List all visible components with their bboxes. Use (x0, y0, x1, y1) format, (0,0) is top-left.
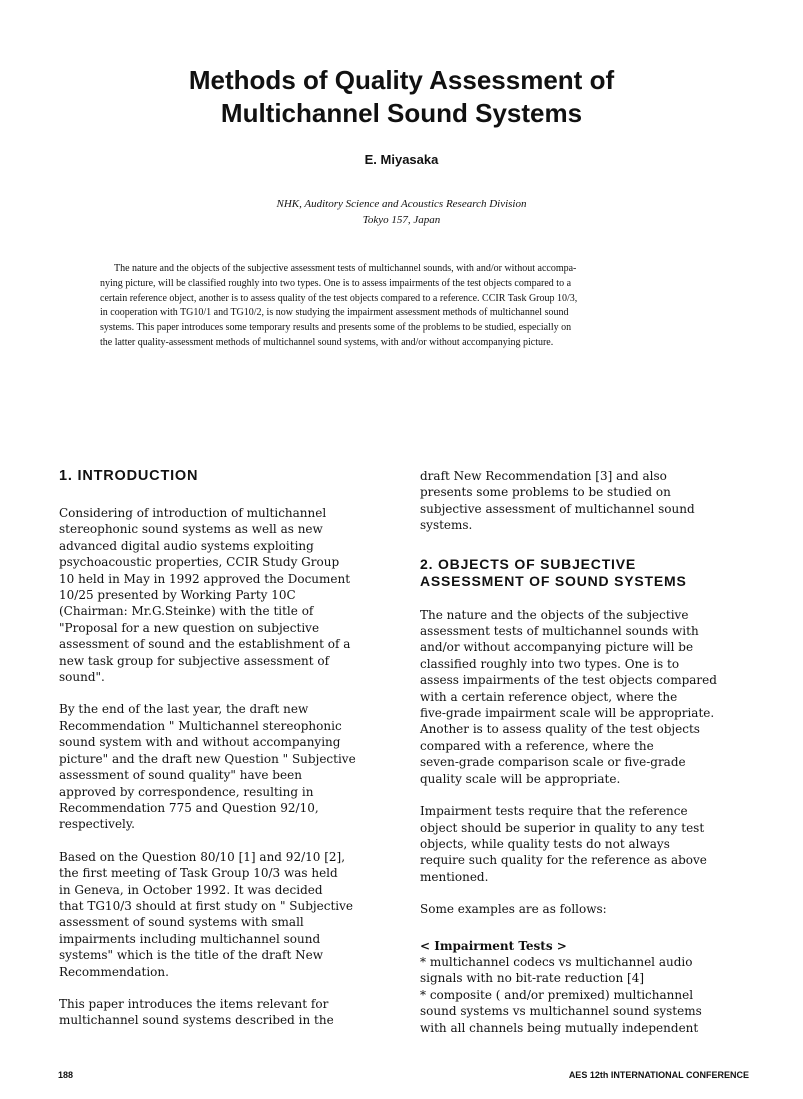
text-line: seven-grade comparison scale or five-grade (420, 755, 686, 770)
page-number: 188 (58, 1070, 74, 1080)
text-line: assessment of sound and the establishment of a (59, 637, 351, 652)
author: E. Miyasaka (364, 152, 439, 167)
paragraph (420, 901, 745, 917)
heading-line: ASSESSMENT OF SOUND SYSTEMS (420, 572, 687, 589)
section-heading-objects (420, 556, 745, 590)
text-line: draft New Recommendation [3] and also (420, 469, 667, 483)
text-line: 10/25 presented by Working Party 10C (59, 588, 296, 603)
text-line: assessment tests of multichannel sounds with (420, 624, 699, 639)
text-line: compared with a reference, where the (420, 738, 654, 753)
text-line: The nature and the objects of the subjective (420, 607, 689, 622)
text-line: object should be superior in quality to any test (420, 820, 705, 835)
text-line: subjective assessment of multichannel sound (420, 501, 695, 516)
text-line: sound system with and without accompanying (59, 735, 341, 750)
paragraph (59, 849, 379, 980)
text-line: By the end of the last year, the draft new (59, 702, 309, 717)
text-line: Another is to assess quality of the test objects (420, 722, 700, 737)
section-heading-introduction: 1. INTRODUCTION (59, 468, 199, 484)
paragraph (59, 701, 379, 832)
text-line: Recommendation " Multichannel stereophonic (59, 718, 342, 733)
text-line: multichannel sound systems described in the (59, 1013, 334, 1028)
text-line: picture" and the draft new Question " Subjective (59, 751, 356, 766)
text-line: 10 held in May in 1992 approved the Document (59, 571, 351, 586)
text-line: presents some problems to be studied on (420, 485, 671, 500)
text-line: advanced digital audio systems exploiting (59, 538, 314, 553)
title-line: Methods of Quality Assessment of (188, 65, 615, 95)
text-line: Recommendation. (59, 964, 169, 979)
text-line: Based on the Question 80/10 [1] and 92/10 [2], (59, 849, 346, 864)
text-line: * multichannel codecs vs multichannel audio (420, 954, 693, 969)
text-line: assessment of sound quality" have been (59, 768, 302, 783)
affiliation-line: NHK, Auditory Science and Acoustics Research Division (276, 198, 527, 210)
left-column (59, 466, 379, 1045)
abstract-line: the latter quality-assessment methods of multichannel sound systems, with and/or without accompanying picture. (100, 336, 554, 348)
text-line: the first meeting of Task Group 10/3 was held (59, 866, 338, 881)
paragraph (420, 803, 745, 885)
paragraph (420, 468, 745, 534)
abstract-line: in cooperation with TG10/1 and TG10/2, is now studying the impairment assessment methods of multichannel sound (100, 307, 569, 319)
abstract-line: certain reference object, another is to assess quality of the test objects compared to a reference. CCIR Task Group 10/3, (100, 292, 578, 304)
paragraph (59, 996, 379, 1029)
text-line: Considering of introduction of multichannel (59, 506, 327, 520)
abstract-line: The nature and the objects of the subjective assessment tests of multichannel sounds, with and/or without accompa- (114, 263, 577, 274)
text-line: with all channels being mutually independent (420, 1020, 699, 1035)
text-line: five-grade impairment scale will be appropriate. (420, 706, 715, 721)
text-line: sound systems vs multichannel sound systems (420, 1004, 702, 1019)
text-line: (Chairman: Mr.G.Steinke) with the title of (59, 604, 314, 619)
text-line: assessment of sound systems with small (59, 915, 304, 930)
paragraph (59, 505, 379, 685)
title-line: Multichannel Sound Systems (220, 98, 583, 128)
text-line: signals with no bit-rate reduction [4] (420, 971, 645, 986)
text-line: stereophonic sound systems as well as new (59, 522, 323, 537)
text-line: "Proposal for a new question on subjective (59, 620, 320, 635)
text-line: that TG10/3 should at first study on " Subjective (59, 898, 353, 913)
affiliation (0, 196, 803, 228)
abstract (100, 262, 706, 351)
subheading-impairment-tests: < Impairment Tests > (420, 938, 567, 953)
text-line: psychoacoustic properties, CCIR Study Group (59, 555, 340, 570)
text-line: sound". (59, 670, 105, 685)
text-line: require such quality for the reference as above (420, 853, 707, 868)
text-line: in Geneva, in October 1992. It was decided (59, 882, 323, 897)
text-line: approved by correspondence, resulting in (59, 784, 314, 799)
paragraph (420, 607, 745, 787)
paper-title (60, 64, 743, 130)
text-line: impairments including multichannel sound (59, 931, 321, 946)
text-line: systems. (420, 518, 473, 533)
text-line: This paper introduces the items relevant for (59, 996, 329, 1011)
text-line: * composite ( and/or premixed) multichannel (420, 987, 694, 1002)
text-line: Impairment tests require that the reference (420, 804, 688, 819)
abstract-line: systems. This paper introduces some temporary results and presents some of the problems to be studied, especially on (100, 322, 572, 334)
text-line: classified roughly into two types. One is to (420, 656, 680, 671)
abstract-line: nying picture, will be classified roughly into two types. One is to assess impairments of the test objects compared to a (100, 277, 572, 289)
heading-line: 2. OBJECTS OF SUBJECTIVE (420, 555, 637, 572)
conference-name: AES 12th INTERNATIONAL CONFERENCE (568, 1070, 749, 1080)
text-line: assess impairments of the test objects compared (420, 673, 717, 688)
text-line: respectively. (59, 817, 135, 832)
text-line: and/or without accompanying picture will be (420, 640, 694, 655)
text-line: new task group for subjective assessment of (59, 653, 330, 668)
right-column (420, 468, 745, 1052)
text-line: objects, while quality tests do not always (420, 836, 670, 851)
text-line: mentioned. (420, 869, 489, 884)
text-line: quality scale will be appropriate. (420, 771, 621, 786)
text-line: with a certain reference object, where the (420, 689, 678, 704)
text-line: Recommendation 775 and Question 92/10, (59, 800, 319, 815)
affiliation-line: Tokyo 157, Japan (362, 214, 441, 226)
paragraph (420, 954, 745, 1036)
text-line: systems" which is the title of the draft New (59, 948, 323, 963)
text-line: Some examples are as follows: (420, 902, 607, 917)
